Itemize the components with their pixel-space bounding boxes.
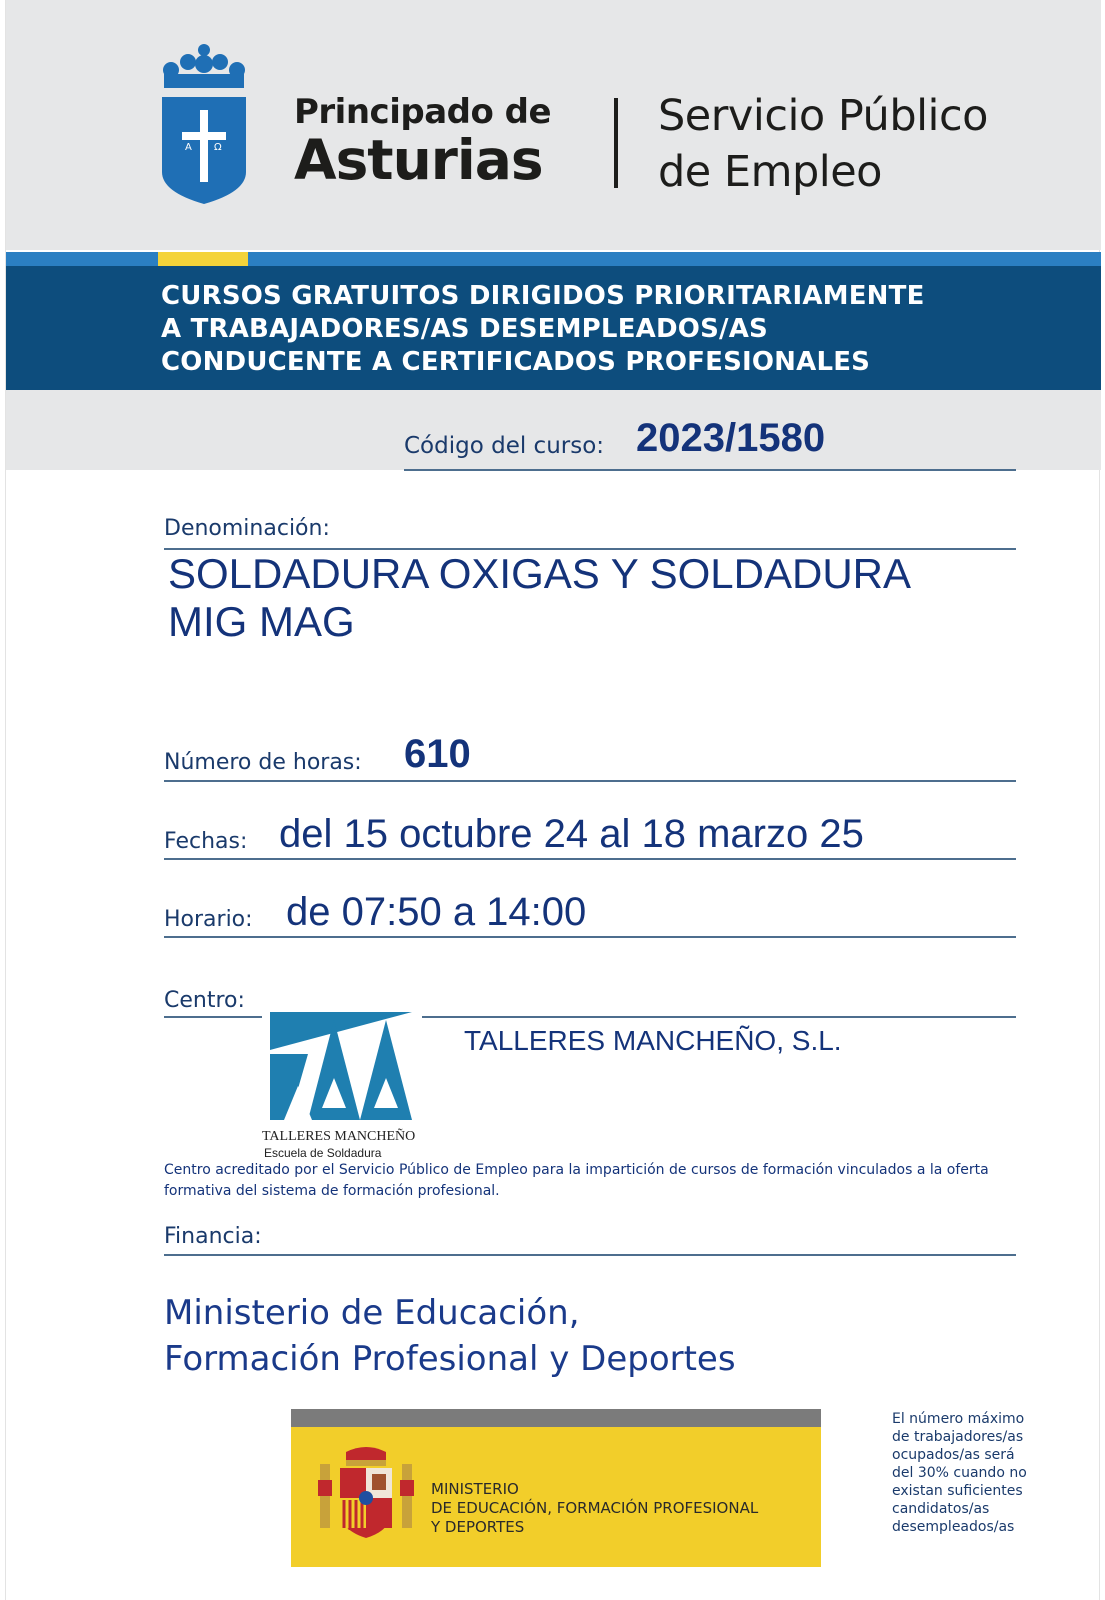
ministry-box-line3: Y DEPORTES [431,1518,525,1536]
brand-line2: Asturias [294,128,543,192]
course-code-value: 2023/1580 [636,416,826,460]
banner-line1: CURSOS GRATUITOS DIRIGIDOS PRIORITARIAMENTE [161,281,925,311]
brand-divider [614,98,618,188]
side-note-line5: existan suficientes [892,1483,1023,1499]
denomination-value [168,550,1028,646]
hours-row [164,730,1016,782]
spain-coat-of-arms-icon [316,1446,416,1542]
svg-text:Ω: Ω [214,142,222,153]
denomination-line2: MIG MAG [168,598,355,645]
hours-value: 610 [404,732,471,776]
ministry-box-line1: MINISTERIO [431,1480,519,1498]
funding-label: Financia: [164,1224,262,1249]
side-note-line3: ocupados/as será [892,1447,1015,1463]
denomination-label: Denominación: [164,516,330,541]
ministry-logo-text [431,1480,758,1537]
banner-accent [158,252,248,266]
logo-sub: Escuela de Soldadura [264,1146,382,1160]
ministry-box-line2: DE EDUCACIÓN, FORMACIÓN PROFESIONAL [431,1499,759,1517]
occupied-workers-note [892,1410,1072,1536]
schedule-label: Horario: [164,907,253,932]
funding-ministry [164,1290,736,1382]
logo-name: TALLERES MANCHEÑO [262,1129,416,1144]
centre-note-line1: Centro acreditado por el Servicio Público de Empleo para la impartición de cursos de formación vinculados a la oferta [164,1162,989,1178]
svg-text:A: A [185,142,192,153]
banner-line2: A TRABAJADORES/AS DESEMPLEADOS/AS [161,314,768,344]
centre-note-line2: formativa del sistema de formación profesional. [164,1183,500,1199]
service-line1: Servicio Público [658,91,988,141]
dates-label: Fechas: [164,829,248,854]
centre-label: Centro: [164,988,245,1013]
course-code-label: Código del curso: [404,433,605,459]
side-note-line6: candidatos/as [892,1501,990,1517]
banner-text [161,280,925,379]
denomination-row [164,508,1016,550]
side-note-line7: desempleados/as [892,1519,1015,1535]
schedule-row [164,886,1016,938]
banner-line3: CONDUCENTE A CERTIFICADOS PROFESIONALES [161,347,871,377]
course-code-row [404,415,1016,471]
centre-name: TALLERES MANCHEÑO, S.L. [464,1025,842,1056]
side-note-line1: El número máximo [892,1411,1025,1427]
ministry-logo-bar [291,1409,821,1427]
dates-row [164,808,1016,860]
funding-row [164,1220,1016,1256]
funding-line2: Formación Profesional y Deportes [164,1339,736,1379]
brand-service [658,88,988,200]
funding-line1: Ministerio de Educación, [164,1293,580,1333]
brand-asturias [294,92,552,192]
hours-label: Número de horas: [164,750,362,775]
side-note-line2: de trabajadores/as [892,1429,1024,1445]
asturias-shield-icon [158,42,250,207]
schedule-value: de 07:50 a 14:00 [286,890,587,934]
brand-line1: Principado de [294,92,552,132]
centre-accreditation-note [164,1160,1034,1202]
service-line2: de Empleo [658,147,882,197]
talleres-mancheno-logo [262,1000,422,1160]
side-note-line4: del 30% cuando no [892,1465,1027,1481]
dates-value: del 15 octubre 24 al 18 marzo 25 [279,812,864,856]
course-poster [5,0,1100,1600]
denomination-line1: SOLDADURA OXIGAS Y SOLDADURA [168,550,912,597]
